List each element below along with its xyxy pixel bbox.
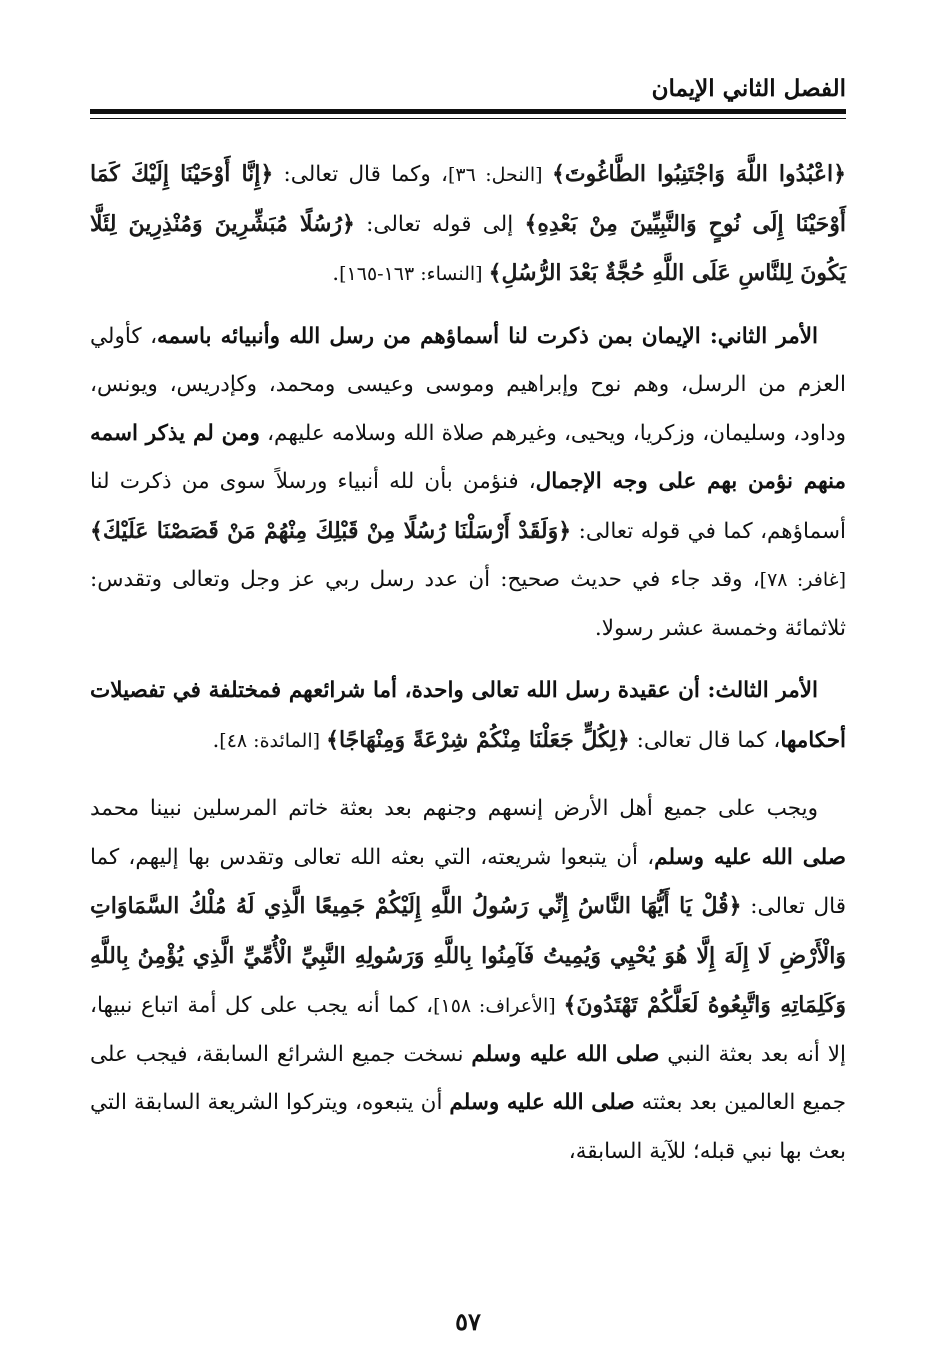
verse-reference: [الأعراف: ١٥٨] [433,995,564,1017]
paragraph-2 [90,313,846,654]
paragraph-text: أن يتبعوه، ويتركوا الشريعة السابقة التي بعث بها نبي قبله؛ للآية السابقة، [90,1090,846,1164]
quran-verse: ﴿وَلَقَدْ أَرْسَلْنَا رُسُلًا مِنْ قَبْلِكَ مِنْهُمْ مَنْ قَصَصْنَا عَلَيْكَ﴾ [90,517,572,544]
verse-reference: [غافر: ٧٨] [759,569,846,591]
paragraph-text: ، كما أنه يجب على كل أمة اتباع نبيها، إلا أنه بعد بعثة النبي [90,993,847,1067]
paragraph-4 [90,785,846,1176]
page-number: ٥٧ [455,1307,481,1336]
salutation: صلى الله عليه وسلم [654,844,847,870]
quran-verse: ﴿قُلْ يَا أَيُّهَا النَّاسُ إِنِّي رَسُولُ اللَّهِ إِلَيْكُمْ جَمِيعًا الَّذِي لَهُ مُلْكُ السَّمَاوَاتِ وَالْأَرْضِ لَا إِلَهَ إِلَّا هُوَ يُحْيِي وَيُمِيتُ فَآمِنُوا بِاللَّهِ وَرَسُولِهِ النَّبِيِّ الْأُمِّيِّ الَّذِي يُؤْمِنُ بِاللَّهِ وَكَلِمَاتِهِ وَاتَّبِعُوهُ لَعَلَّكُمْ تَهْتَدُونَ﴾ [90,893,847,1018]
salutation: صلى الله عليه وسلم [449,1090,635,1115]
section-lead: الأمر الثالث: أن عقيدة رسل الله تعالى واحدة، أما شرائعهم فمختلفة في تفصيلات أحكامها [90,678,846,753]
paragraph-text: ، كما قال تعالى: [629,727,781,753]
salutation: صلى الله عليه وسلم [471,1041,660,1067]
verse-reference: [المائدة: ٤٨] [219,729,327,752]
paragraph-text: ، فنؤمن بأن لله أنبياء ورسلاً سوى من ذكرت لنا أسماؤهم، كما في قوله تعالى: [90,469,846,544]
paragraph-text: ، وكما قال تعالى: [273,162,448,187]
paragraph-1 [90,150,846,299]
verse-reference: [النساء: ١٦٣-١٦٥] [339,263,489,285]
paragraph-text: ويجب على جميع أهل الأرض إنسهم وجنهم بعد بعثة خاتم المرسلين نبينا محمد [90,796,818,821]
quran-verse: ﴿إِنَّا أَوْحَيْنَا إِلَيْكَ كَمَا أَوْحَيْنَا إِلَى نُوحٍ وَالنَّبِيِّينَ مِنْ بَعْدِهِ﴾ [90,161,846,237]
book-page [90,0,846,1358]
paragraph-text: . [332,261,340,286]
body-text [90,150,846,1190]
paragraph-text: نسخت جميع الشرائع السابقة، فيجب على جميع العالمين بعد بعثته [90,1041,847,1115]
paragraph-text: . [212,727,220,753]
paragraph-text: إلى قوله تعالى: [354,211,525,237]
paragraph-3 [90,667,846,765]
paragraph-text: ، وقد جاء في حديث صحيح: أن عدد رسل ربي عز وجل وتعالى وتقدس: ثلاثمائة وخمسة عشر رسولا. [90,567,846,641]
header-rule-thin [90,118,846,119]
header-rule-thick [90,109,846,114]
section-lead: الأمر الثاني: الإيمان بمن ذكرت لنا أسماؤهم من رسل الله وأنبيائه باسمه [157,323,818,349]
paragraph-text: ، أن يتبعوا شريعته، التي بعثه الله تعالى وتقدس بها إليهم، كما قال تعالى: [90,844,846,919]
quran-verse: ﴿رُسُلًا مُبَشِّرِينَ وَمُنْذِرِينَ لِئَلَّا يَكُونَ لِلنَّاسِ عَلَى اللَّهِ حُجَّةٌ بَعْدَ الرُّسُلِ﴾ [90,210,846,286]
verse-reference: [النحل: ٣٦] [447,164,552,186]
quran-verse: ﴿اعْبُدُوا اللَّهَ وَاجْتَنِبُوا الطَّاغُوتَ﴾ [552,161,846,187]
chapter-title: الفصل الثاني الإيمان [651,75,846,102]
bold-statement: ومن لم يذكر اسمه منهم نؤمن بهم على وجه الإجمال [90,420,846,494]
paragraph-text: ، كأولي العزم من الرسل، وهم نوح وإبراهيم وموسى وعيسى ومحمد، وكإدريس، ويونس، وداود، وسليمان، وزكريا، ويحيى، وغيرهم صلاة الله وسلامه عليهم، [90,323,846,446]
quran-verse: ﴿لِكُلٍّ جَعَلْنَا مِنْكُمْ شِرْعَةً وَمِنْهَاجًا﴾ [326,726,630,753]
